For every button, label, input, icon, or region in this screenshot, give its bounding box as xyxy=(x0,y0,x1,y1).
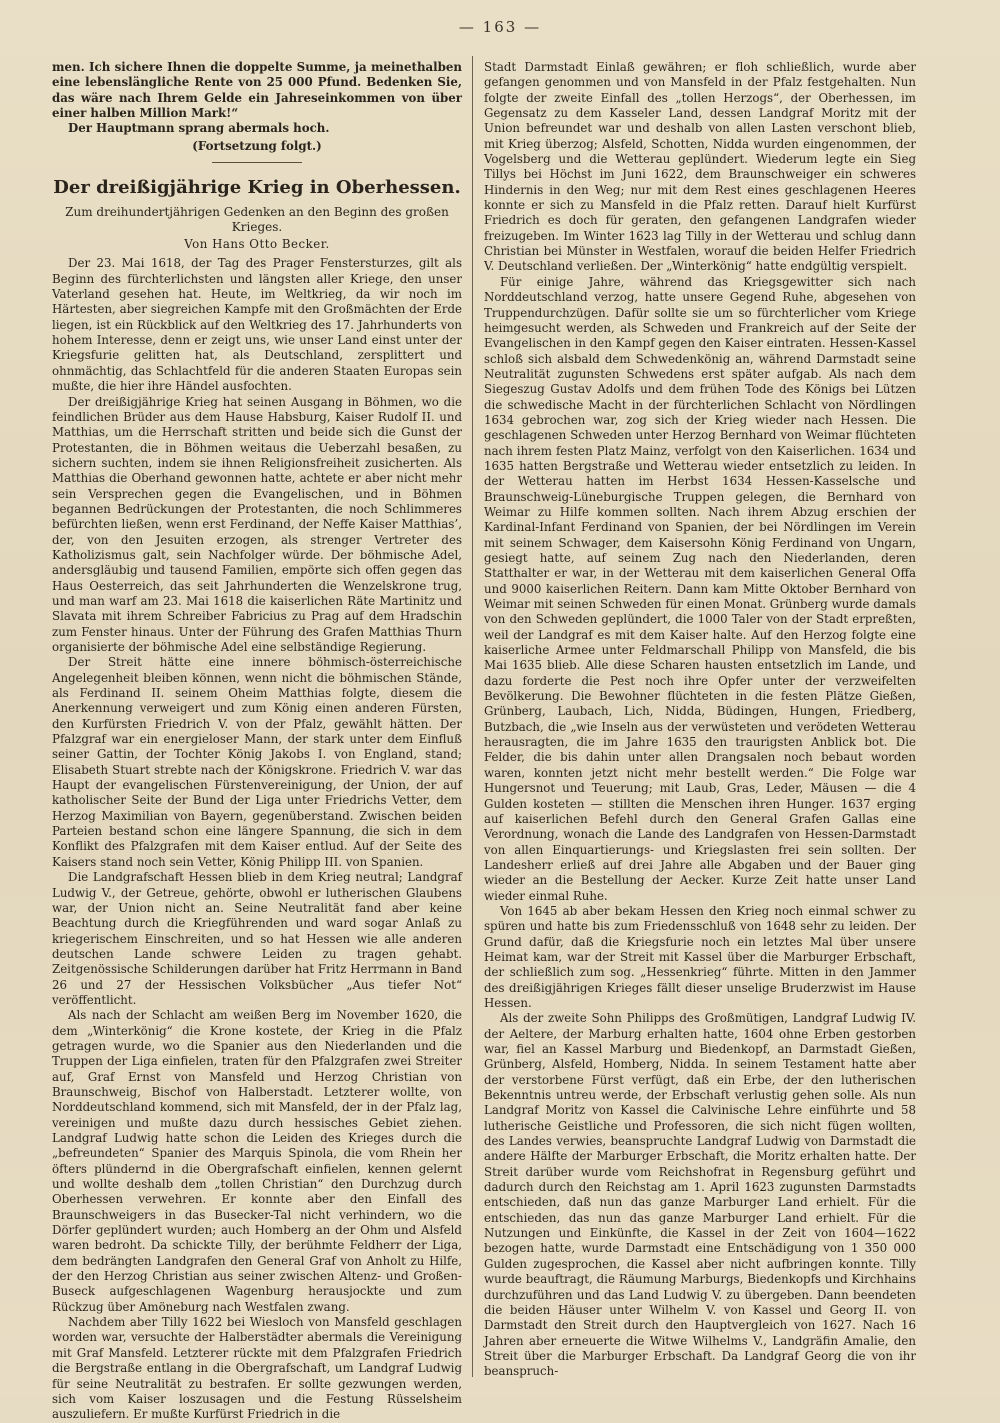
article-paragraph: Als nach der Schlacht am weißen Berg im November 1620, die dem „Winterkönig“ die Krone kostete, der Krieg in die Pfalz getragen wurde, wo die Spanier aus den Niederlanden und die Truppen der Liga einfielen, traten für den Pfalzgrafen zwei Streiter auf, Graf Ernst von Mansfeld und Herzog Christian von Braunschweig, Bischof von Halberstadt. Letzterer wollte, von Norddeutschland kommend, sich mit Mansfeld, der in der Pfalz lag, vereinigen und mußte dazu durch hessisches Gebiet ziehen. Landgraf Ludwig hatte schon die Leiden des Krieges durch die „befreundeten“ Spanier des Marquis Spinola, die vom Rhein her öfters plündernd in die Obergrafschaft einfielen, kennen gelernt und wollte deshalb dem „tollen Christian“ den Durchzug durch Oberhessen verwehren. Er konnte aber den Einfall des Braunschweigers in das Busecker-Tal nicht verhindern, wo die Dörfer geplündert wurden; auch Homberg an der Ohm und Alsfeld waren bedroht. Da schickte Tilly, der berühmte Feldherr der Liga, dem bedrängten Landgrafen den General Graf von Anholt zu Hilfe, der den Herzog Christian aus seiner zwischen Altenz- und Großen-Buseck aufgeschlagenen Wagenburg herausjockte und zum Rückzug über Amöneburg nach Westfalen zwang. xyxy=(52,1008,462,1314)
article-paragraph: Als der zweite Sohn Philipps des Großmütigen, Landgraf Ludwig IV. der Aeltere, der Marburg erhalten hatte, 1604 ohne Erben gestorben war, fiel an Kassel Marburg und Biedenkopf, an Darmstadt Gießen, Grünberg, Alsfeld, Homberg, Nidda. In seinem Testament hatte aber der verstorbene Fürst verfügt, daß ein Erbe, der den lutherischen Bekenntnis untreu werde, der Erbschaft verlustig gehen solle. Als nun Landgraf Moritz von Kassel die Calvinische Lehre einführte und 58 lutherische Geistliche und Professoren, die sich nicht fügen wollten, des Landes verwies, beanspruchte Landgraf Ludwig von Darmstadt die andere Hälfte der Marburger Erbschaft, die Moritz erhalten hatte. Der Streit darüber wurde vom Reichshofrat in Regensburg geführt und dadurch durch den Reichstag am 1. April 1623 zugunsten Darmstadts entschieden, daß nun das ganze Marburger Land erhielt. Für die entschieden, das nun das ganze Marburger Land erhielt. Für die Nutzungen und Einkünfte, die Kassel in der Zeit von 1604—1622 bezogen hatte, wurde Darmstadt eine Entschädigung von 1 350 000 Gulden zugesprochen, die Kassel aber nicht aufbringen konnte. Tilly wurde beauftragt, die Räumung Marburgs, Biedenkopfs und Kirchhains durchzuführen und das Land Ludwig V. zu übergeben. Dann beendeten die beiden Häuser unter Wilhelm V. von Kassel und Georg II. von Darmstadt den Streit durch den Hauptvergleich von 1627. Nach 16 Jahren aber erneuerte die Witwe Wilhelms V., Landgräfin Amalie, den Streit über die Marburger Erbschaft. Da Landgraf Georg die von ihr beanspruch- xyxy=(484,1011,916,1379)
article-paragraph: Der Streit hätte eine innere böhmisch-österreichische Angelegenheit bleiben können, wenn nicht die böhmischen Stände, als Ferdinand II. seinem Oheim Matthias folgte, diesem die Anerkennung verweigert und zum König einen anderen Fürsten, den Kurfürsten Friedrich V. von der Pfalz, gewählt hätten. Der Pfalzgraf war ein energieloser Mann, der stark unter dem Einfluß seiner Gattin, der Tochter König Jakobs I. von England, stand; Elisabeth Stuart strebte nach der Königskrone. Friedrich V. war das Haupt der evangelischen Fürstenvereinigung, der Union, der auf katholischer Seite der Bund der Liga unter Friedrichs Vetter, dem Herzog Maximilian von Bayern, gegenüberstand. Zwischen beiden Parteien bestand schon eine längere Spannung, die sich in dem Konflikt des Pfalzgrafen mit dem Kaiser entlud. Auf der Seite des Kaisers stand noch sein Vetter, König Philipp III. von Spanien. xyxy=(52,655,462,869)
article-paragraph: Stadt Darmstadt Einlaß gewähren; er floh schließlich, wurde aber gefangen genommen und von Mansfeld in der Pfalz festgehalten. Nun folgte der zweite Einfall des „tollen Herzogs“, der Oberhessen, im Gegensatz zu dem Kasseler Land, dessen Landgraf Moritz mit der Union befreundet war und deshalb von allen Lasten verschont blieb, mit Krieg überzog; Alsfeld, Schotten, Nidda wurden eingenommen, der Vogelsberg und die Wetterau geplündert. Wiederum legte ein Sieg Tillys bei Höchst im Juni 1622, dem Braunschweiger ein schweres Hindernis in den Weg; nur mit dem Rest eines geschlagenen Heeres konnte er sich zu Mansfeld in die Pfalz retten. Darauf hielt Kurfürst Friedrich es doch für geraten, den gefangenen Landgrafen wieder freizugeben. Im Winter 1623 lag Tilly in der Wetterau und schlug dann Christian bei Münster in Westfalen, worauf die beiden Helfer Friedrich V. Deutschland verließen. Der „Winterkönig“ hatte endgültig verspielt. xyxy=(484,60,916,274)
section-divider xyxy=(212,162,302,163)
article-subtitle: Zum dreihundertjährigen Gedenken an den Beginn des großen Krieges. xyxy=(65,205,449,235)
article-paragraph: Von 1645 ab aber bekam Hessen den Krieg noch einmal schwer zu spüren und hatte bis zum Friedensschluß von 1648 sehr zu leiden. Der Grund dafür, daß die Kriegsfurie noch ein letztes Mal über unsere Heimat kam, war der Streit mit Kassel über die Marburger Erbschaft, der schließlich zum sog. „Hessenkrieg“ führte. Mitten in den Jammer des dreißigjährigen Krieges fällt dieser unselige Bruderzwist im Hause Hessen. xyxy=(484,903,916,1010)
serial-continuation-text: Der Hauptmann sprang abermals hoch. xyxy=(68,121,330,136)
serial-continuation-text: men. Ich sichere Ihnen die doppelte Summe, ja meinethalben eine lebenslängliche Rente von 25 000 Pfund. Bedenken Sie, das wäre nach Ihrem Gelde ein Jahreseinkommen von über einer halben Million Mark!“ xyxy=(52,60,462,121)
column-divider xyxy=(472,56,473,1377)
left-column xyxy=(52,60,462,1422)
article-paragraph: Der dreißigjährige Krieg hat seinen Ausgang in Böhmen, wo die feindlichen Brüder aus dem Hause Habsburg, Kaiser Rudolf II. und Matthias, um die Herrschaft stritten und beide sich die Gunst der Protestanten, die in Böhmen weitaus die Ueberzahl besaßen, zu sichern suchten, indem sie ihnen Religionsfreiheit zusicherten. Als Matthias die Oberhand gewonnen hatte, achtete er aber nicht mehr sein Versprechen gegen die Evangelischen, und in Böhmen begannen Bedrückungen der Protestanten, die noch Schlimmeres befürchten ließen, wenn erst Ferdinand, der Neffe Kaiser Matthias’, der, von den Jesuiten erzogen, als strenger Vertreter des Katholizismus galt, sein Nachfolger würde. Der böhmische Adel, andersgläubig und tausend Familien, empörte sich offen gegen das Haus Oesterreich, das seit Jahrhunderten die Wenzelskrone trug, und man warf am 23. Mai 1618 die kaiserlichen Räte Martinitz und Slavata mit ihrem Schreiber Fabricius zu Prag auf dem Hradschin zum Fenster hinaus. Unter der Führung des Grafen Matthias Thurn organisierte der böhmische Adel eine selbständige Regierung. xyxy=(52,394,462,654)
page-number: — 163 — xyxy=(458,18,542,36)
article-byline: Von Hans Otto Becker. xyxy=(184,237,330,252)
article-paragraph: Nachdem aber Tilly 1622 bei Wiesloch von Mansfeld geschlagen worden war, versuchte der Halberstädter abermals die Vereinigung mit Graf Mansfeld. Letzterer rückte mit dem Pfalzgrafen Friedrich die Bergstraße entlang in die Obergrafschaft, um Landgraf Ludwig für seine Neutralität zu bestrafen. Er sollte gezwungen werden, sich vom Kaiser loszusagen und die Festung Rüsselsheim auszuliefern. Er mußte Kurfürst Friedrich in die xyxy=(52,1315,462,1422)
to-be-continued-note: (Fortsetzung folgt.) xyxy=(192,138,322,153)
article-paragraph: Die Landgrafschaft Hessen blieb in dem Krieg neutral; Landgraf Ludwig V., der Getreue, gehörte, obwohl er lutherischen Glaubens war, der Union nicht an. Seine Neutralität fand aber keine Beachtung durch die Kriegführenden und ward sogar Anlaß zu kriegerischem Einschreiten, und so hat Hessen wie alle anderen deutschen Lande schwere Leiden zu tragen gehabt. Zeitgenössische Schilderungen darüber hat Fritz Herrmann in Band 26 und 27 der Hessischen Volksbücher „Aus tiefer Not“ veröffentlicht. xyxy=(52,870,462,1007)
article-paragraph: Für einige Jahre, während das Kriegsgewitter sich nach Norddeutschland verzog, hatte unsere Gegend Ruhe, abgesehen von Truppendurchzügen. Dafür sollte sie um so fürchterlicher vom Kriege heimgesucht werden, als Schweden und Frankreich auf der Seite der Evangelischen in den Kampf gegen den Kaiser eintraten. Hessen-Kassel schloß sich alsbald dem Schwedenkönig an, während Darmstadt seine Neutralität zugunsten Schwedens erst später aufgab. Als nach dem Siegeszug Gustav Adolfs und dem frühen Tode des Königs bei Lützen die schwedische Macht in der fürchterlichen Schlacht von Nördlingen 1634 gebrochen war, zog sich der Krieg wieder nach Hessen. Die geschlagenen Schweden unter Herzog Bernhard von Weimar flüchteten nach ihrem festen Platz Mainz, verfolgt von den Kaiserlichen. 1634 und 1635 hatten Bergstraße und Wetterau wieder entsetzlich zu leiden. In der Wetterau hatten im Herbst 1634 Hessen-Kasselsche und Braunschweig-Lüneburgische Truppen gelegen, die Bernhard von Weimar zu Hilfe kommen sollten. Nach ihrem Abzug erschien der Kardinal-Infant Ferdinand von Spanien, der bei Nördlingen im Verein mit seinem Schwager, dem Kaisersohn König Ferdinand von Ungarn, gesiegt hatte, auf seinem Zug nach den Niederlanden, deren Statthalter er war, in der Wetterau mit dem kaiserlichen General Offa und 9000 kaiserlichen Reitern. Dann kam Mitte Oktober Bernhard von Weimar mit seinen Schweden für einen Monat. Grünberg wurde damals von den Schweden geplündert, die 1000 Taler von der Stadt erpreßten, weil der Landgraf es mit dem Kaiser halte. Auf den Herzog folgte eine kaiserliche Armee unter Feldmarschall Philipp von Mansfeld, die bis Mai 1635 blieb. Alle diese Scharen hausten entsetzlich im Lande, und dazu forderte die Pest noch ihre Opfer unter der verzweifelten Bevölkerung. Die Bewohner flüchteten in die festen Plätze Gießen, Grünberg, Laubach, Lich, Nidda, Büdingen, Hungen, Friedberg, Butzbach, die „wie Inseln aus der verwüsteten und verödeten Wetterau herausragten, die im Jahre 1635 den traurigsten Anblick bot. Die Felder, die bis dahin unter allen Drangsalen noch bebaut worden waren, konnten jetzt nicht mehr bestellt werden.“ Die Folge war Hungersnot und Teuerung; mit Laub, Gras, Leder, Mäusen — die 4 Gulden kosteten — stillten die Menschen ihren Hunger. 1637 erging auf kaiserlichen Befehl durch den General Grafen Gallas eine Verordnung, wonach die Lande des Landgrafen von Hessen-Darmstadt von allen Einquartierungs- und Kriegslasten frei sein sollten. Der Landesherr erließ auf drei Jahre alle Abgaben und der Bauer ging wieder an die Bestellung der Aecker. Kurze Zeit hatte unser Land wieder einmal Ruhe. xyxy=(484,274,916,903)
right-column xyxy=(484,60,916,1379)
article-paragraph: Der 23. Mai 1618, der Tag des Prager Fenstersturzes, gilt als Beginn des fürchterlichsten und längsten aller Kriege, den unser Vaterland gesehen hat. Heute, im Weltkrieg, da wir noch im Härtesten, aber siegreichen Kampfe mit den Großmächten der Erde liegen, ist ein Rückblick auf den Weltkrieg des 17. Jahrhunderts von hohem Interesse, denn er zeigt uns, wie unser Land einst unter der Kriegsfurie gelitten hat, als Deutschland, zersplittert und ohnmächtig, das Schlachtfeld für die anderen Staaten Europas sein mußte, die hier ihre Händel ausfochten. xyxy=(52,256,462,394)
article-headline: Der dreißigjährige Krieg in Oberhessen. xyxy=(53,177,461,199)
